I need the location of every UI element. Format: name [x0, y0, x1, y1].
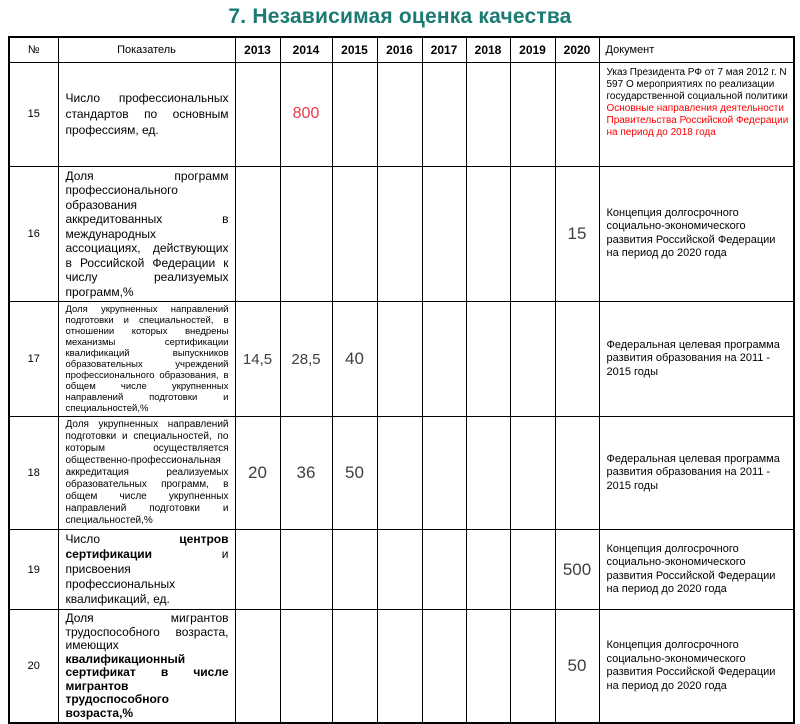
year-cell-2019	[510, 166, 555, 302]
table-row-19	[9, 530, 794, 610]
header-year-2013: 2013	[235, 37, 280, 62]
year-cell-2019	[510, 610, 555, 724]
header-year-2019: 2019	[510, 37, 555, 62]
indicator-text: Число	[65, 532, 180, 546]
year-cell-2017	[422, 610, 466, 724]
year-cell-2015: 40	[332, 302, 377, 417]
document-cell: Концепция долгосрочного социально-экономического развития Российской Федерации на период до 2020 года	[599, 610, 794, 724]
header-year-2017: 2017	[422, 37, 466, 62]
year-cell-2018	[466, 530, 510, 610]
indicator-text-bold: квалификационный сертификат в числе мигрантов трудоспособного возраста,%	[65, 651, 229, 720]
year-cell-2020	[555, 302, 599, 417]
year-cell-2020	[555, 62, 599, 166]
year-cell-2020: 500	[555, 530, 599, 610]
year-cell-2019	[510, 530, 555, 610]
year-cell-2014: 28,5	[280, 302, 332, 417]
indicator-cell: Доля укрупненных направлений подготовки и специальностей, по которым осуществляется общественно-профессиональная аккредитация реализуемых образовательных программ, в общем числе укрупненных направлений подготовки и специальностей,%	[58, 417, 235, 530]
year-cell-2020: 15	[555, 166, 599, 302]
year-cell-2013: 14,5	[235, 302, 280, 417]
year-cell-2015: 50	[332, 417, 377, 530]
year-cell-2017	[422, 62, 466, 166]
header-year-2015: 2015	[332, 37, 377, 62]
document-cell: Концепция долгосрочного социально-экономического развития Российской Федерации на период до 2020 года	[599, 530, 794, 610]
row-number: 17	[9, 302, 58, 417]
year-cell-2015	[332, 62, 377, 166]
year-cell-2015	[332, 166, 377, 302]
table-row-18	[9, 417, 794, 530]
year-cell-2018	[466, 62, 510, 166]
year-cell-2018	[466, 417, 510, 530]
row-number: 18	[9, 417, 58, 530]
row-number: 16	[9, 166, 58, 302]
quality-assessment-table	[8, 36, 795, 724]
year-cell-2020: 50	[555, 610, 599, 724]
year-cell-2017	[422, 530, 466, 610]
header-row	[9, 37, 794, 62]
year-cell-2016	[377, 302, 422, 417]
year-cell-2014	[280, 530, 332, 610]
year-cell-2018	[466, 166, 510, 302]
header-indicator: Показатель	[58, 37, 235, 62]
year-cell-2018	[466, 610, 510, 724]
document-text-red: Основные направления деятельности Правительства Российской Федерации на период до 2018 года	[606, 102, 789, 138]
table-row-16	[9, 166, 794, 302]
header-num: №	[9, 37, 58, 62]
year-cell-2013: 20	[235, 417, 280, 530]
row-number: 20	[9, 610, 58, 724]
indicator-cell: Доля укрупненных направлений подготовки и специальностей, в отношении которых внедрены механизмы сертификации квалификаций выпускников образовательных учреждений профессионального образования, в общем числе укрупненных направлений подготовки и специальностей,%	[58, 302, 235, 417]
indicator-text: и присвоения профессиональных квалификаций, ед.	[65, 547, 229, 606]
document-cell: Федеральная целевая программа развития образования на 2011 - 2015 годы	[599, 302, 794, 417]
year-cell-2016	[377, 530, 422, 610]
year-cell-2014	[280, 166, 332, 302]
year-cell-2014: 800	[280, 62, 332, 166]
indicator-cell: Число профессиональных стандартов по основным профессиям, ед.	[58, 62, 235, 166]
year-cell-2019	[510, 417, 555, 530]
year-cell-2018	[466, 302, 510, 417]
year-cell-2013	[235, 62, 280, 166]
indicator-cell	[58, 610, 235, 724]
year-cell-2016	[377, 62, 422, 166]
indicator-text-bold: центров сертификации	[65, 532, 229, 561]
row-number: 15	[9, 62, 58, 166]
year-cell-2016	[377, 166, 422, 302]
indicator-cell	[58, 530, 235, 610]
page-title: 7. Независимая оценка качества	[228, 5, 572, 28]
year-cell-2014: 36	[280, 417, 332, 530]
header-year-2016: 2016	[377, 37, 422, 62]
header-year-2014: 2014	[280, 37, 332, 62]
year-cell-2016	[377, 610, 422, 724]
document-cell: Концепция долгосрочного социально-экономического развития Российской Федерации на период до 2020 года	[599, 166, 794, 302]
year-cell-2017	[422, 166, 466, 302]
document-cell	[599, 62, 794, 166]
table-row-17	[9, 302, 794, 417]
table-header	[9, 37, 794, 62]
header-year-2018: 2018	[466, 37, 510, 62]
indicator-text: Доля мигрантов трудоспособного возраста, имеющих	[65, 611, 229, 652]
year-cell-2019	[510, 302, 555, 417]
year-cell-2013	[235, 166, 280, 302]
year-cell-2020	[555, 417, 599, 530]
document-text: Указ Президента РФ от 7 мая 2012 г. N 597 О мероприятиях по реализации государственной социальной политики	[606, 66, 788, 102]
header-year-2020: 2020	[555, 37, 599, 62]
year-cell-2017	[422, 302, 466, 417]
year-cell-2013	[235, 610, 280, 724]
indicator-cell: Доля программ профессионального образования аккредитованных в международных ассоциациях, действующих в Российской Федерации к числу реализуемых программ,%	[58, 166, 235, 302]
year-cell-2015	[332, 530, 377, 610]
document-cell: Федеральная целевая программа развития образования на 2011 - 2015 годы	[599, 417, 794, 530]
table-row-15	[9, 62, 794, 166]
year-cell-2016	[377, 417, 422, 530]
row-number: 19	[9, 530, 58, 610]
header-document: Документ	[599, 37, 794, 62]
year-cell-2013	[235, 530, 280, 610]
year-cell-2014	[280, 610, 332, 724]
year-cell-2019	[510, 62, 555, 166]
year-cell-2017	[422, 417, 466, 530]
year-cell-2015	[332, 610, 377, 724]
table-row-20	[9, 610, 794, 724]
